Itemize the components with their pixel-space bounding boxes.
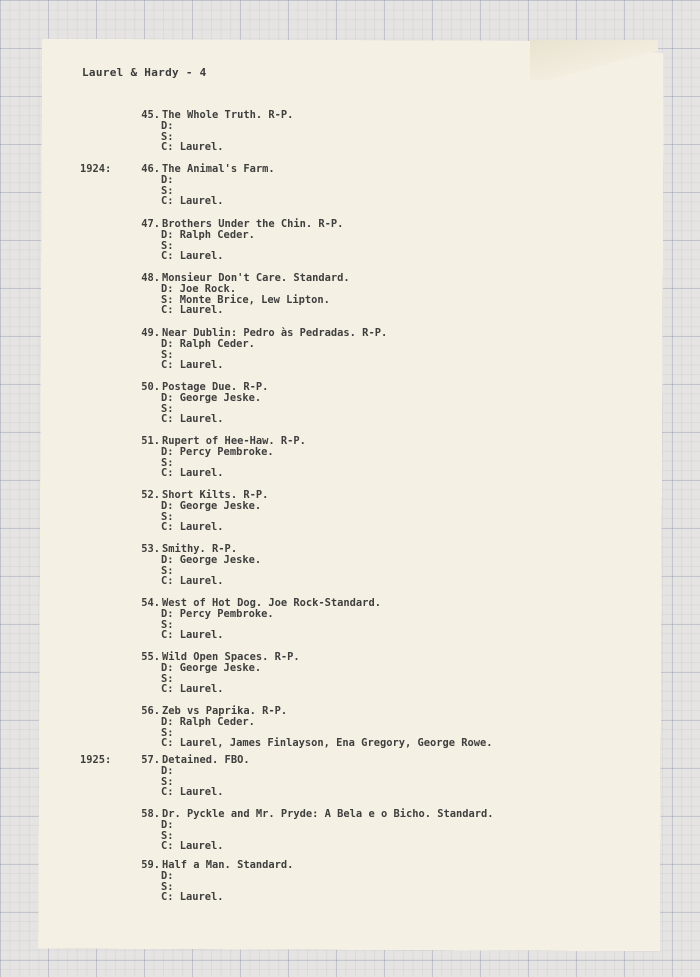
cast-line: C: Laurel. <box>161 195 224 208</box>
cast-line: C: Laurel. <box>161 786 224 799</box>
story-line: S: <box>161 130 174 143</box>
entry-title: Brothers Under the Chin. R-P. <box>162 218 344 230</box>
entry-credits <box>161 663 261 695</box>
entry-credits <box>161 175 224 207</box>
director-line: D: <box>161 818 174 831</box>
entry-title: Rupert of Hee-Haw. R-P. <box>162 435 306 447</box>
director-line: D: Joe Rock. <box>161 282 237 295</box>
cast-line: C: Laurel. <box>161 250 224 263</box>
entry-number: 45. <box>141 109 160 121</box>
story-line: S: <box>161 184 174 197</box>
director-line: D: <box>161 764 174 777</box>
entry-title: Smithy. R-P. <box>162 543 238 555</box>
cast-line: C: Laurel. <box>161 359 224 372</box>
director-line: D: Ralph Ceder. <box>161 228 255 241</box>
cast-line: C: Laurel. <box>161 575 224 588</box>
story-line: S: <box>161 829 174 842</box>
entry-title: The Animal's Farm. <box>162 163 275 175</box>
page-header: Laurel & Hardy - 4 <box>82 66 207 79</box>
entry-number: 49. <box>141 327 160 339</box>
story-line: S: <box>161 564 174 577</box>
entry-year: 1925: <box>80 754 112 766</box>
story-line: S: <box>161 239 174 252</box>
director-line: D: George Jeske. <box>161 553 262 566</box>
entry-number: 57. <box>141 754 160 766</box>
entry-credits <box>161 820 224 852</box>
director-line: D: Ralph Ceder. <box>161 715 255 728</box>
entry-credits <box>161 717 493 749</box>
entry-credits <box>161 555 261 587</box>
story-line: S: <box>161 618 174 631</box>
entry-number: 50. <box>141 381 160 393</box>
entry-number: 52. <box>141 489 160 501</box>
story-line: S: Monte Brice, Lew Lipton. <box>161 293 330 306</box>
entry-title: The Whole Truth. R-P. <box>162 109 294 121</box>
entry-number: 56. <box>141 705 160 717</box>
entry-title: Monsieur Don't Care. Standard. <box>162 272 350 284</box>
story-line: S: <box>161 726 174 739</box>
director-line: D: <box>161 119 174 132</box>
entry-credits <box>161 121 224 153</box>
director-line: D: Percy Pembroke. <box>161 445 274 458</box>
cast-line: C: Laurel. <box>161 141 224 154</box>
entry-title: Half a Man. Standard. <box>162 859 294 871</box>
director-line: D: George Jeske. <box>161 391 262 404</box>
entry-number: 53. <box>141 543 160 555</box>
entry-number: 46. <box>141 163 160 175</box>
entry-credits <box>161 393 261 425</box>
cast-line: C: Laurel. <box>161 683 224 696</box>
director-line: D: George Jeske. <box>161 499 262 512</box>
entry-credits <box>161 501 261 533</box>
story-line: S: <box>161 880 174 893</box>
entry-credits <box>161 339 255 371</box>
director-line: D: <box>161 869 174 882</box>
entry-number: 54. <box>141 597 160 609</box>
entry-number: 47. <box>141 218 160 230</box>
cast-line: C: Laurel. <box>161 629 224 642</box>
entry-title: Short Kilts. R-P. <box>162 489 269 501</box>
entry-year: 1924: <box>80 163 112 175</box>
entry-credits <box>161 447 274 479</box>
entry-credits <box>161 284 330 316</box>
director-line: D: Ralph Ceder. <box>161 337 255 350</box>
story-line: S: <box>161 775 174 788</box>
director-line: D: Percy Pembroke. <box>161 607 274 620</box>
story-line: S: <box>161 510 174 523</box>
director-line: D: <box>161 173 174 186</box>
director-line: D: George Jeske. <box>161 661 262 674</box>
entry-credits <box>161 230 255 262</box>
entry-number: 55. <box>141 651 160 663</box>
cast-line: C: Laurel. <box>161 413 224 426</box>
entry-title: Wild Open Spaces. R-P. <box>162 651 300 663</box>
story-line: S: <box>161 348 174 361</box>
entry-title: Postage Due. R-P. <box>162 381 269 393</box>
entry-number: 58. <box>141 808 160 820</box>
entry-number: 59. <box>141 859 160 871</box>
entry-credits <box>161 871 224 903</box>
entry-number: 48. <box>141 272 160 284</box>
story-line: S: <box>161 672 174 685</box>
entry-title: Dr. Pyckle and Mr. Pryde: A Bela e o Bicho. Standard. <box>162 808 494 820</box>
story-line: S: <box>161 456 174 469</box>
entry-number: 51. <box>141 435 160 447</box>
entry-title: West of Hot Dog. Joe Rock-Standard. <box>162 597 381 609</box>
cast-line: C: Laurel. <box>161 304 224 317</box>
cast-line: C: Laurel. <box>161 521 224 534</box>
entry-title: Near Dublin: Pedro às Pedradas. R-P. <box>162 327 388 339</box>
cast-line: C: Laurel. <box>161 840 224 853</box>
entry-credits <box>161 766 224 798</box>
cast-line: C: Laurel. <box>161 467 224 480</box>
cast-line: C: Laurel. <box>161 891 224 904</box>
entry-credits <box>161 609 274 641</box>
story-line: S: <box>161 402 174 415</box>
entry-title: Detained. FBO. <box>162 754 250 766</box>
entry-title: Zeb vs Paprika. R-P. <box>162 705 288 717</box>
cast-line: C: Laurel, James Finlayson, Ena Gregory, George Rowe. <box>161 737 493 750</box>
